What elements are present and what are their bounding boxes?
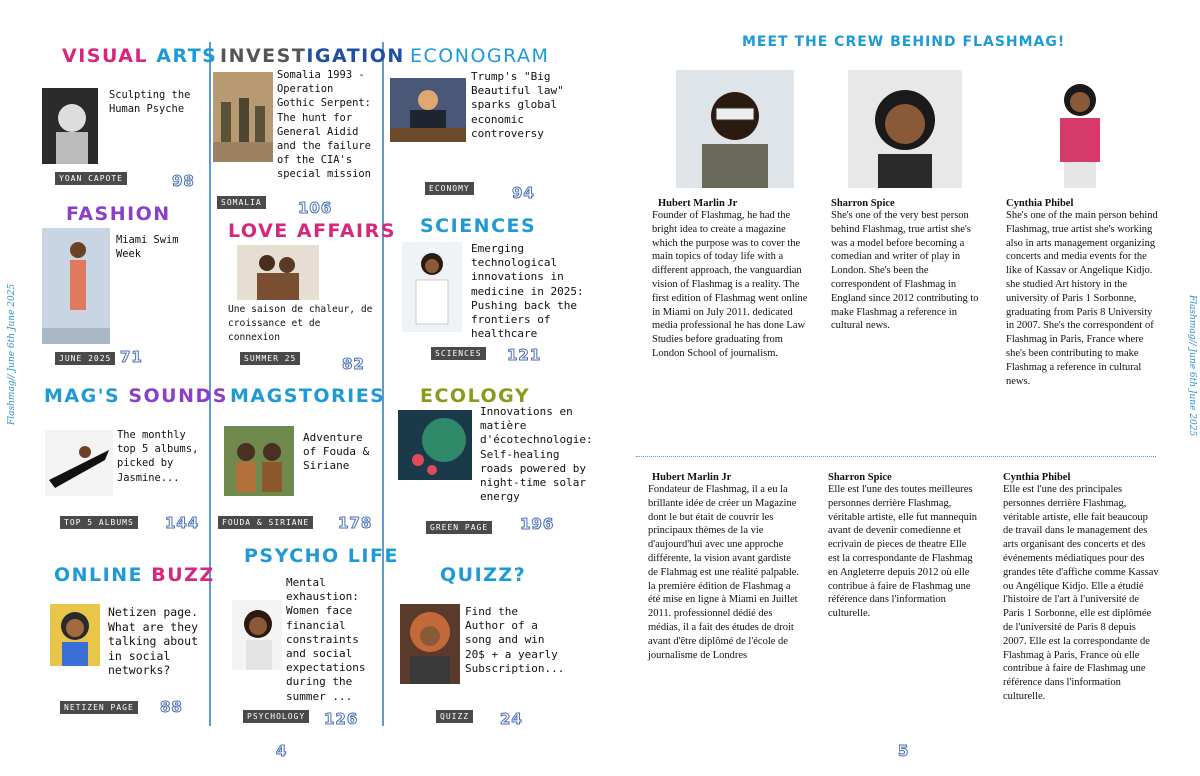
visual-arts-tag: YOAN CAPOTE (55, 172, 127, 185)
mags-sounds-page: 144 (165, 514, 200, 532)
crew-name: Cynthia Phibel (1003, 472, 1071, 483)
mags-sounds-thumbnail[interactable] (45, 430, 113, 496)
investigation-thumbnail[interactable] (213, 72, 273, 162)
crew-name: Sharron Spice (828, 472, 892, 483)
psycho-life-page: 126 (324, 710, 359, 728)
ecology-blurb: Innovations en matière d'écotechnologie: Self-healing roads powered by night-time solar energy (480, 405, 593, 504)
section-title-fashion[interactable]: FASHION (66, 203, 171, 225)
visual-arts-thumbnail[interactable] (42, 88, 98, 164)
crew-name: Hubert Marlin Jr (658, 198, 738, 209)
visual-arts-page: 98 (172, 172, 195, 190)
crew-card-en-sharron (831, 198, 981, 333)
crew-page-title: MEET THE CREW BEHIND FLASHMAG! (742, 34, 1066, 50)
online-buzz-page: 88 (160, 698, 183, 716)
fashion-page: 71 (120, 348, 143, 366)
sciences-blurb: Emerging technological innovations in medicine in 2025: Pushing back the frontiers of healthcare (471, 242, 584, 341)
quizz-page: 24 (500, 710, 523, 728)
crew-card-en-cynthia (1006, 198, 1158, 388)
psycho-life-tag: PSYCHOLOGY (243, 710, 309, 723)
right-side-text: Flashmag// June 6th June 2025 (1187, 295, 1197, 437)
econogram-thumbnail[interactable] (390, 78, 466, 142)
magstories-page: 178 (338, 514, 373, 532)
language-divider (636, 456, 1156, 457)
ecology-page: 196 (520, 515, 555, 533)
econogram-blurb: Trump's "Big Beautiful law" sparks global economic controversy (471, 70, 564, 140)
investigation-page: 106 (298, 199, 333, 217)
section-title-online-buzz[interactable]: ONLINE BUZZ (54, 564, 215, 586)
crew-name: Hubert Marlin Jr (652, 472, 732, 483)
section-title-magstories[interactable]: MAGSTORIES (230, 385, 386, 407)
mags-sounds-blurb: The monthly top 5 albums, picked by Jasmine... (117, 429, 199, 484)
sciences-page: 121 (507, 346, 542, 364)
online-buzz-blurb: Netizen page. What are they talking about in social networks? (108, 605, 199, 677)
love-affairs-page: 82 (342, 355, 365, 373)
fashion-blurb: Miami Swim Week (116, 234, 179, 261)
psycho-life-blurb: Mental exhaustion: Women face financial constraints and social expectations during the summer ... (286, 576, 366, 703)
crew-bio: Elle est l'une des principales personnes derrière Flashmag, véritable artiste, elle fait beaucoup de travail dans le management des arts organisant des concerts et des événements médiatiques pour des grandes tête d'affiche comme Kassav ou Angélique Kidjo. Elle a étudié l'histoire de l'art à l'université de Paris 1 Sorbonne, elle est diplômée de l'université de Paris 8 depuis 2007. Elle est la correspondante de Flashmag à Paris, France où elle contribue à faire de Flashmag une référence dans l'information culturelle. (1003, 484, 1159, 702)
investigation-tag: SOMALIA (217, 196, 266, 209)
crew-bio: Elle est l'une des toutes meilleures personnes derrière Flashmag, véritable artiste, elle fut mannequin avant de devenir comedienne et ecrivain de pieces de theatre Elle est la correspondante de Flashmag en Angleterre depuis 2012 où elle contribue à faire de Flashmag une référence dans l'information culturelle. (828, 484, 977, 620)
column-divider-2 (382, 42, 384, 726)
crew-photo-hubert (676, 70, 794, 188)
left-page-number: 4 (276, 742, 287, 760)
section-title-love-affairs[interactable]: LOVE AFFAIRS (228, 220, 396, 242)
section-title-econogram[interactable]: ECONOGRAM (410, 45, 550, 67)
quizz-thumbnail[interactable] (400, 604, 460, 684)
section-title-ecology[interactable]: ECOLOGY (420, 385, 531, 407)
sciences-thumbnail[interactable] (402, 242, 462, 332)
investigation-blurb: Somalia 1993 - Operation Gothic Serpent: The hunt for General Aidid and the failure of the CIA's special mission (277, 69, 371, 181)
crew-card-fr-hubert (648, 472, 800, 662)
fashion-tag: JUNE 2025 (55, 352, 115, 365)
section-title-visual-arts[interactable]: VISUAL ARTS (62, 45, 218, 67)
ecology-tag: GREEN PAGE (426, 521, 492, 534)
econogram-tag: ECONOMY (425, 182, 474, 195)
econogram-page: 94 (512, 184, 535, 202)
section-title-sciences[interactable]: SCIENCES (420, 215, 537, 237)
crew-bio: Founder of Flashmag, he had the bright idea to create a magazine which the purpose was to cover the main topics of today life with a different approach, the vanguardian vision of Flashmag is a reality. The first edition of Flashmag went online in Miami on July 2011. dedicated media professional he has done Law Studies before graduating from London School of journalism. (652, 210, 808, 359)
psycho-life-thumbnail[interactable] (232, 600, 282, 670)
column-divider-1 (209, 42, 211, 726)
crew-photo-cynthia (1030, 70, 1130, 188)
love-affairs-blurb: Une saison de chaleur, de croissance et de connexion (228, 304, 373, 343)
crew-bio: She's one of the main person behind Flashmag, true artist she's working also in arts management organizing concerts and media events for the like of Kassav or Angelique Kidjo. she studied Art history in the university of Paris 1 Sorbonne, graduating from Paris 8 University in 2007. She's the correspondent of Flashmag in Paris, France where she's been contributing to make Flashmag a reference in cultural news. (1006, 210, 1158, 387)
left-side-text: Flashmag// June 6th June 2025 (7, 283, 17, 425)
online-buzz-thumbnail[interactable] (50, 604, 100, 666)
magstories-blurb: Adventure of Fouda & Siriane (303, 431, 370, 473)
quizz-tag: QUIZZ (436, 710, 473, 723)
fashion-thumbnail[interactable] (42, 228, 110, 344)
quizz-blurb: Find the Author of a song and win 20$ + a yearly Subscription... (465, 605, 565, 675)
section-title-investigation[interactable]: INVESTIGATION (220, 45, 405, 67)
section-title-mags-sounds[interactable]: MAG'S SOUNDS (44, 385, 228, 407)
love-affairs-tag: SUMMER 25 (240, 352, 300, 365)
crew-card-fr-cynthia (1003, 472, 1159, 704)
section-title-psycho-life[interactable]: PSYCHO LIFE (244, 545, 399, 567)
crew-name: Cynthia Phibel (1006, 198, 1074, 209)
crew-name: Sharron Spice (831, 198, 895, 209)
mags-sounds-tag: TOP 5 ALBUMS (60, 516, 138, 529)
online-buzz-tag: NETIZEN PAGE (60, 701, 138, 714)
section-title-quizz[interactable]: QUIZZ? (440, 564, 527, 586)
crew-card-en-hubert (652, 198, 812, 361)
right-page-number: 5 (898, 742, 909, 760)
love-affairs-thumbnail[interactable] (237, 245, 319, 300)
ecology-thumbnail[interactable] (398, 410, 472, 480)
sciences-tag: SCIENCES (431, 347, 486, 360)
crew-bio: Fondateur de Flashmag, il a eu la brillante idée de créer un Magazine dont le but était de couvrir les principaux thèmes de la vie d'aujourd'hui avec une approche différente, la vision avant gardiste de Flahmag est une réalité palpable. la première édition de Flashmag a été mise en ligne à Miami en Juillet 2011. professionnel dédié des médias, il a fait des études de droit avant d'être diplômé de l'école de journalisme de Londres (648, 484, 800, 661)
crew-bio: She's one of the very best person behind Flashmag, true artist she's was a model before becoming a comedian and writer of play in London. She's been the correspondent of Flashmag in England since 2012 contributing to make Flashmag a reference in cultural news. (831, 210, 979, 332)
visual-arts-blurb: Sculpting the Human Psyche (109, 89, 191, 116)
magstories-thumbnail[interactable] (224, 426, 294, 496)
crew-card-fr-sharron (828, 472, 978, 621)
magstories-tag: FOUDA & SIRIANE (218, 516, 313, 529)
crew-photo-sharron (848, 70, 962, 188)
